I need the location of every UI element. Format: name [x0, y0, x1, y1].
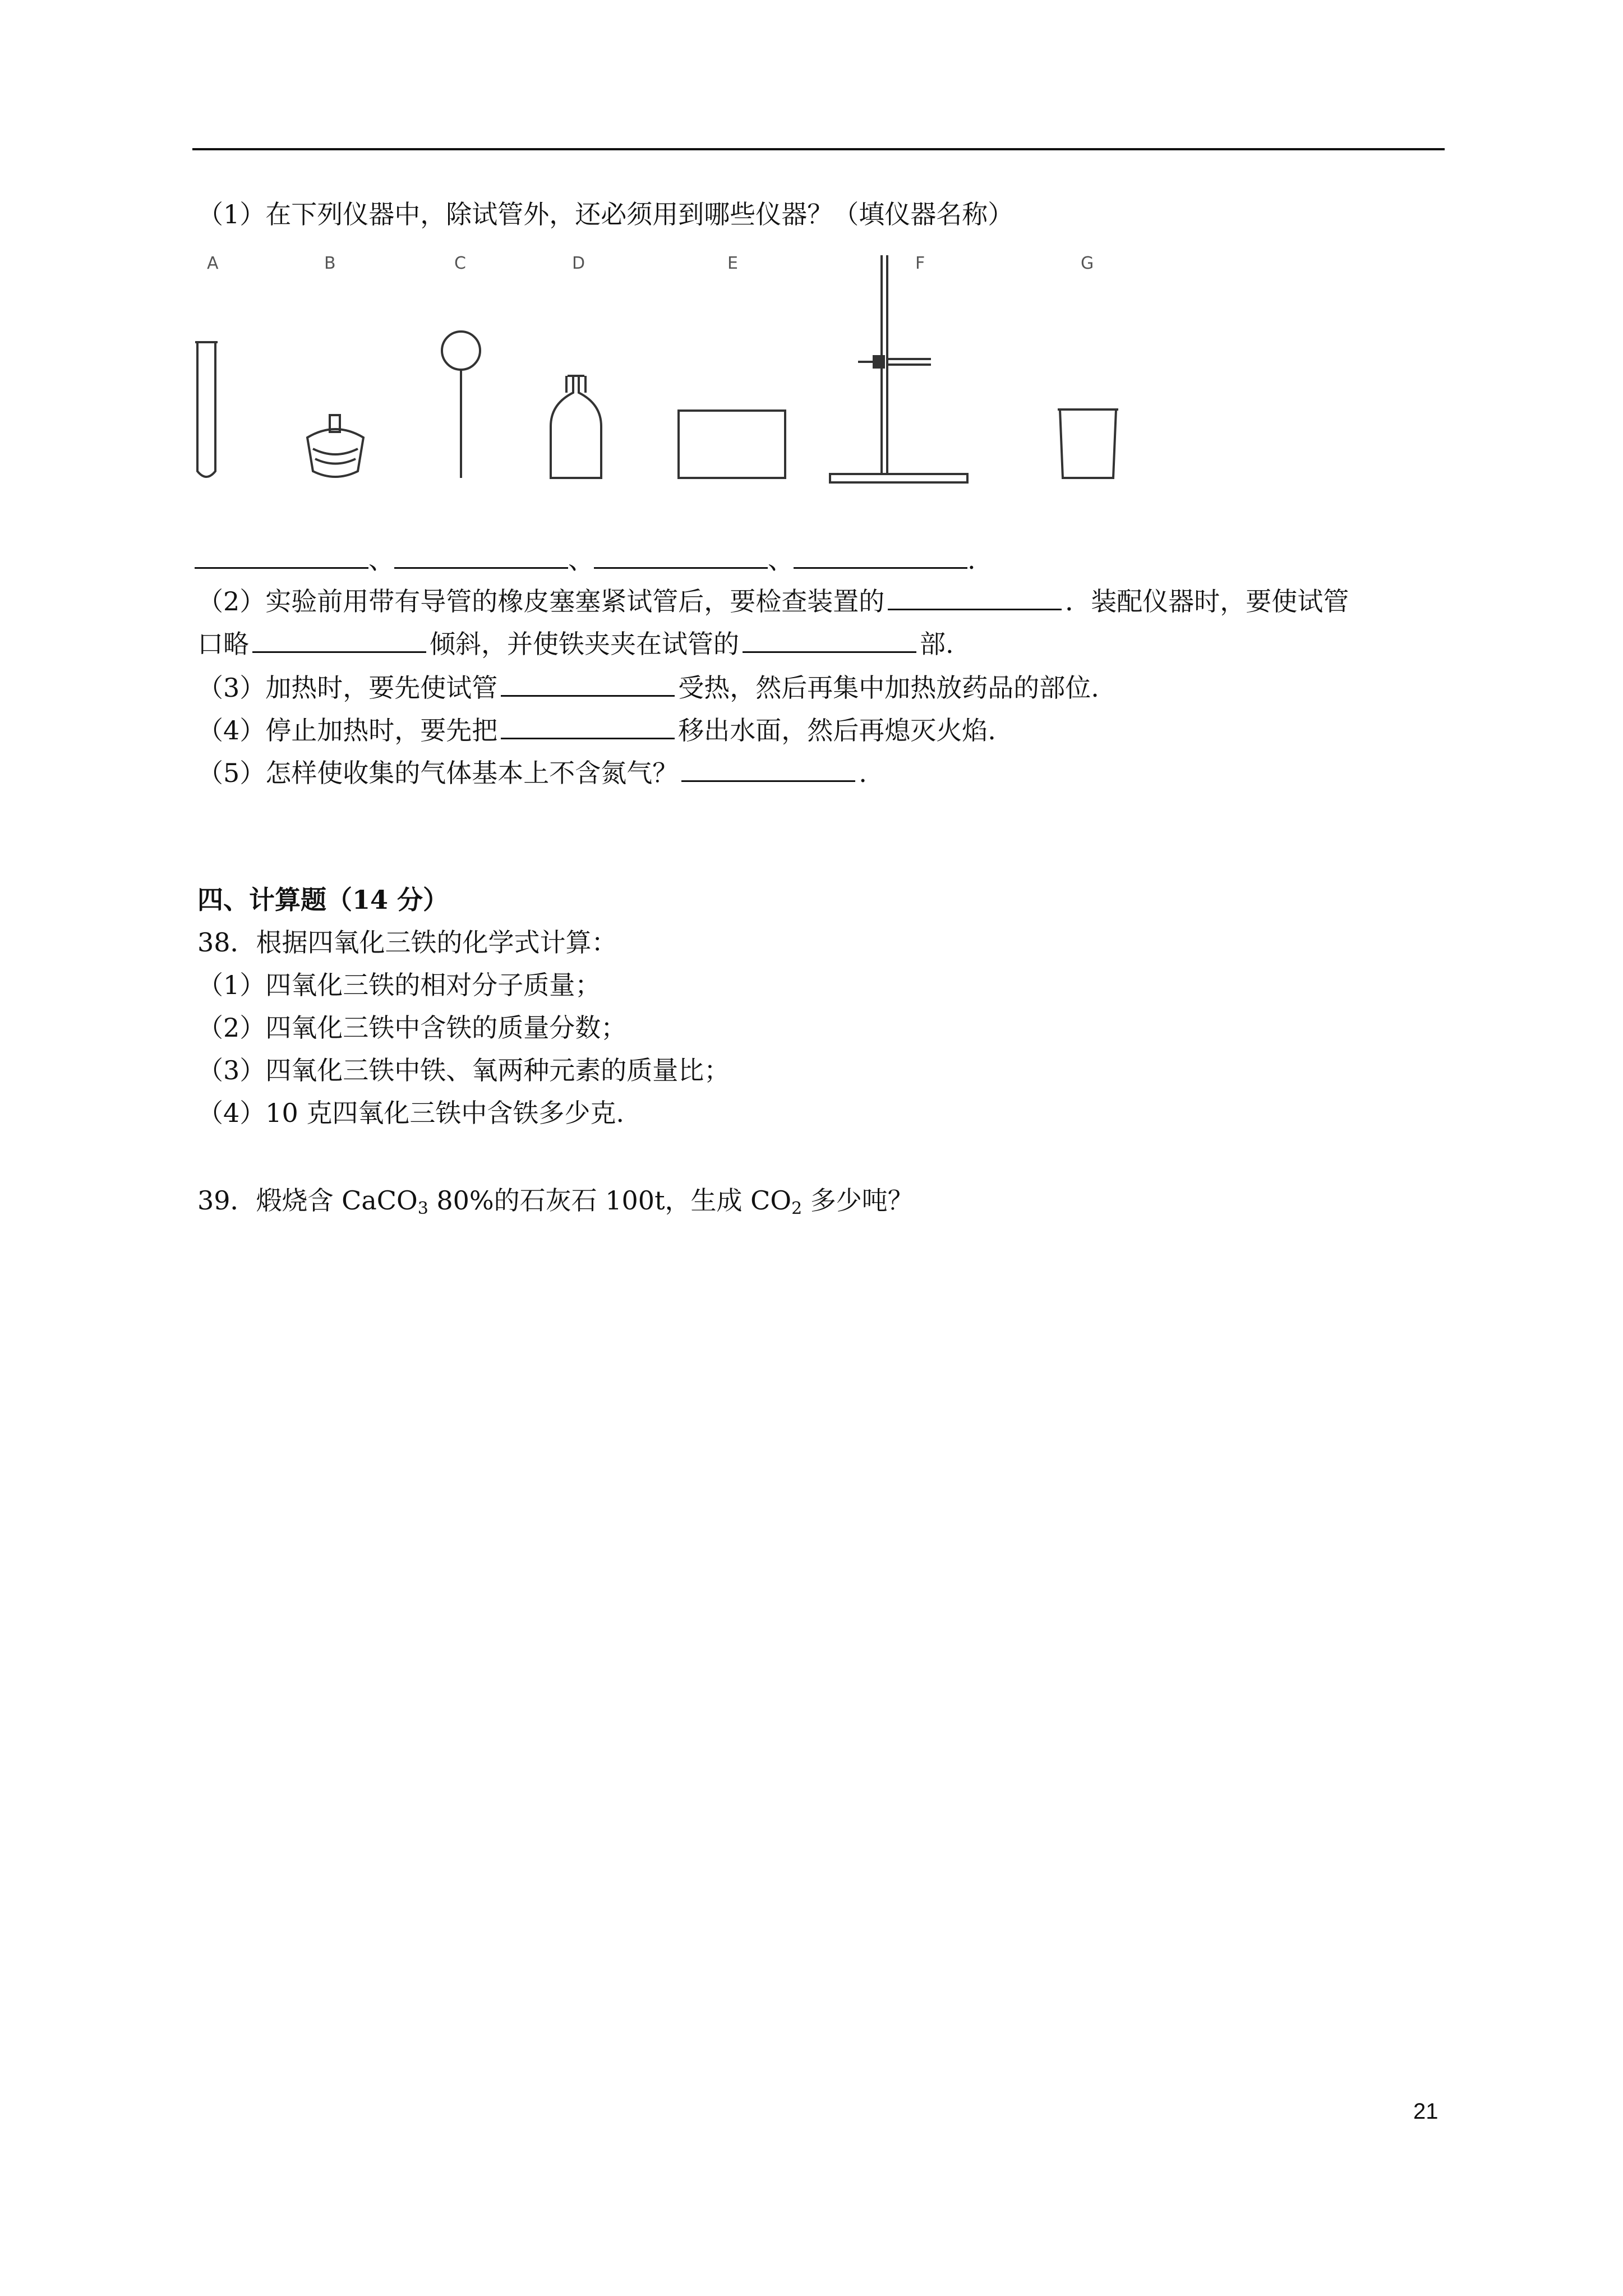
- q37-part5: （5）怎样使收集的气体基本上不含氮气？ .: [197, 758, 867, 788]
- alcohol-lamp-icon: [307, 415, 363, 477]
- figure-label-f: F: [915, 254, 925, 273]
- bottle-icon: [551, 376, 601, 478]
- evaporating-spoon-icon: [442, 332, 480, 478]
- glass-plate-icon: [679, 411, 785, 478]
- answer-blank[interactable]: [252, 629, 426, 653]
- q37-part1: （1）在下列仪器中，除试管外，还必须用到哪些仪器？（填仪器名称）: [197, 199, 1014, 229]
- iron-stand-icon: [830, 255, 967, 482]
- q37-part2-line2: 口略 倾斜，并使铁夹夹在试管的 部.: [197, 629, 954, 659]
- answer-blank[interactable]: [681, 758, 855, 782]
- figure-label-b: B: [324, 254, 336, 273]
- figure-label-d: D: [572, 254, 585, 273]
- answer-blank[interactable]: [594, 545, 768, 569]
- q37-part2-line1: （2）实验前用带有导管的橡皮塞塞紧试管后，要检查装置的 ．装配仪器时，要使试管: [197, 586, 1349, 616]
- q37-part3: （3）加热时，要先使试管 受热，然后再集中加热放药品的部位.: [197, 673, 1099, 703]
- answer-blank[interactable]: [501, 715, 675, 739]
- section-heading: 四、计算题（14 分）: [197, 885, 449, 915]
- figure-label-e: E: [727, 254, 738, 273]
- answer-blank[interactable]: [195, 545, 368, 569]
- q39-question: 39．煅烧含 CaCO$_3$ 80%的石灰石 100t，生成 $CO_2$ 多少吨？: [197, 1185, 914, 1218]
- q38-item: （2）四氧化三铁中含铁的质量分数；: [197, 1013, 627, 1043]
- q38-stem: 38．根据四氧化三铁的化学式计算：: [197, 927, 617, 958]
- answer-blank[interactable]: [394, 545, 568, 569]
- header-rule: [192, 148, 1445, 150]
- page-number: 21: [1413, 2099, 1438, 2124]
- q38-item: （3）四氧化三铁中铁、氧两种元素的质量比；: [197, 1055, 730, 1085]
- answer-blank[interactable]: [888, 586, 1062, 610]
- apparatus-figure: [185, 247, 1172, 544]
- beaker-icon: [1058, 409, 1118, 478]
- answer-blank[interactable]: [743, 629, 916, 653]
- answer-blank[interactable]: [501, 673, 675, 697]
- q38-item: （4）10 克四氧化三铁中含铁多少克.: [197, 1098, 625, 1128]
- test-tube-icon: [195, 342, 218, 477]
- q37-part4: （4）停止加热时，要先把 移出水面，然后再熄灭火焰.: [197, 715, 996, 746]
- figure-label-a: A: [207, 254, 219, 273]
- figure-label-c: C: [454, 254, 466, 273]
- answer-blank[interactable]: [794, 545, 967, 569]
- figure-label-g: G: [1081, 254, 1094, 273]
- q38-item: （1）四氧化三铁的相对分子质量；: [197, 970, 601, 1000]
- q37-part1-answer-row: 、 、 、 .: [195, 543, 976, 577]
